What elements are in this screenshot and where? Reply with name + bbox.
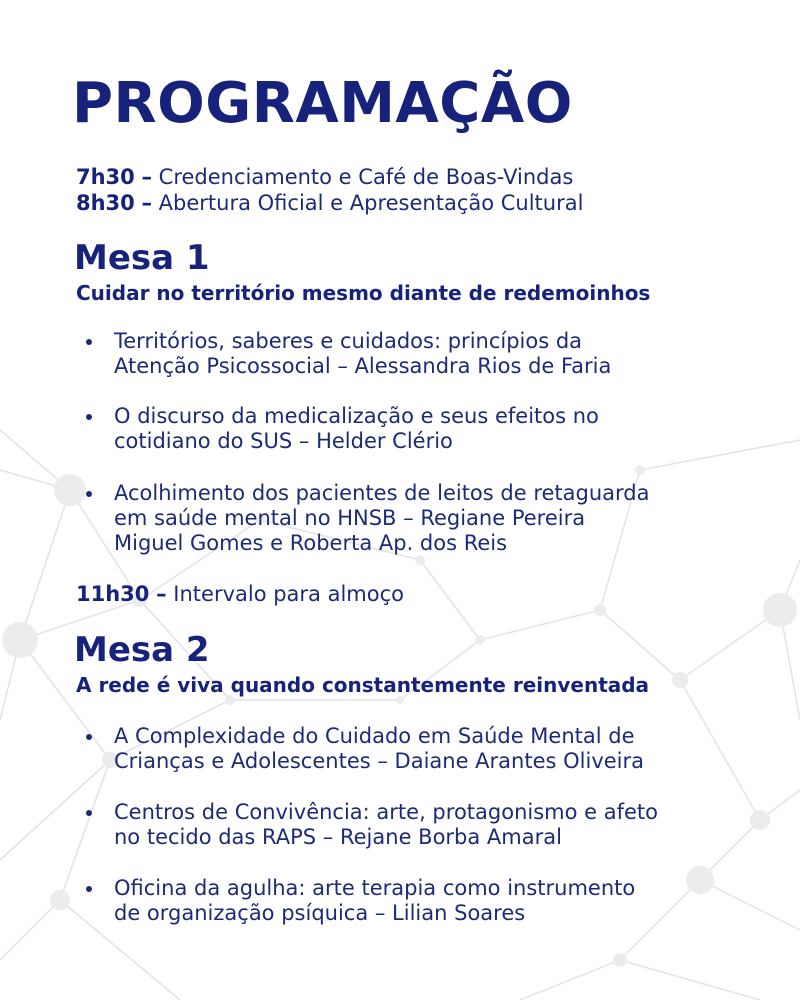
- mesa1-title: Mesa 1: [74, 238, 210, 278]
- mesa1-subtitle: Cuidar no território mesmo diante de redemoinhos: [76, 281, 651, 305]
- list-item-line: de organização psíquica – Lilian Soares: [114, 901, 526, 925]
- mesa2-list: [84, 876, 764, 926]
- schedule-text: Abertura Oficial e Apresentação Cultural: [158, 191, 584, 215]
- schedule-time: 8h30: [76, 191, 135, 215]
- list-item-line: Centros de Convivência: arte, protagonismo e afeto: [114, 800, 658, 824]
- list-item-line: cotidiano do SUS – Helder Clério: [114, 429, 453, 453]
- mesa1-list: [84, 481, 764, 556]
- list-item-line: Acolhimento dos pacientes de leitos de retaguarda: [114, 481, 650, 505]
- bullet-dot: [86, 491, 92, 497]
- list-item-line: Miguel Gomes e Roberta Ap. dos Reis: [114, 531, 508, 555]
- schedule-text: Credenciamento e Café de Boas-Vindas: [158, 165, 574, 189]
- schedule-item-0: [76, 164, 573, 190]
- mesa1-list: [84, 404, 764, 454]
- list-item-line: em saúde mental no HNSB – Regiane Pereira: [114, 506, 586, 530]
- list-item-line: no tecido das RAPS – Rejane Borba Amaral: [114, 825, 562, 849]
- mesa2-title: Mesa 2: [74, 630, 210, 670]
- list-item: [84, 724, 764, 774]
- schedule-time: 11h30: [76, 582, 150, 606]
- schedule-text: Intervalo para almoço: [173, 582, 405, 606]
- schedule-dash: –: [156, 582, 167, 606]
- page-title: PROGRAMAÇÃO: [72, 71, 573, 136]
- list-item-line: Territórios, saberes e cuidados: princípios da: [114, 329, 583, 353]
- bullet-dot: [86, 339, 92, 345]
- mesa2-list: [84, 800, 764, 850]
- list-item-line: O discurso da medicalização e seus efeitos no: [114, 404, 599, 428]
- list-item-line: Atenção Psicossocial – Alessandra Rios de Faria: [114, 354, 612, 378]
- list-item: [84, 876, 764, 926]
- mesa2-subtitle: A rede é viva quando constantemente reinventada: [76, 673, 650, 697]
- break-item: [76, 581, 404, 607]
- list-item: [84, 329, 764, 379]
- bullet-dot: [86, 810, 92, 816]
- bullet-dot: [86, 414, 92, 420]
- list-item: [84, 800, 764, 850]
- list-item: [84, 404, 764, 454]
- list-item: [84, 481, 764, 556]
- list-item-line: Oficina da agulha: arte terapia como instrumento: [114, 876, 636, 900]
- list-item-line: A Complexidade do Cuidado em Saúde Mental de: [114, 724, 635, 748]
- schedule-dash: –: [141, 165, 152, 189]
- list-item-line: Crianças e Adolescentes – Daiane Arantes Oliveira: [114, 749, 645, 773]
- schedule-time: 7h30: [76, 165, 135, 189]
- bullet-dot: [86, 886, 92, 892]
- mesa1-list: [84, 329, 764, 379]
- bullet-dot: [86, 734, 92, 740]
- mesa2-list: [84, 724, 764, 774]
- schedule-item-1: [76, 190, 583, 216]
- schedule-dash: –: [141, 191, 152, 215]
